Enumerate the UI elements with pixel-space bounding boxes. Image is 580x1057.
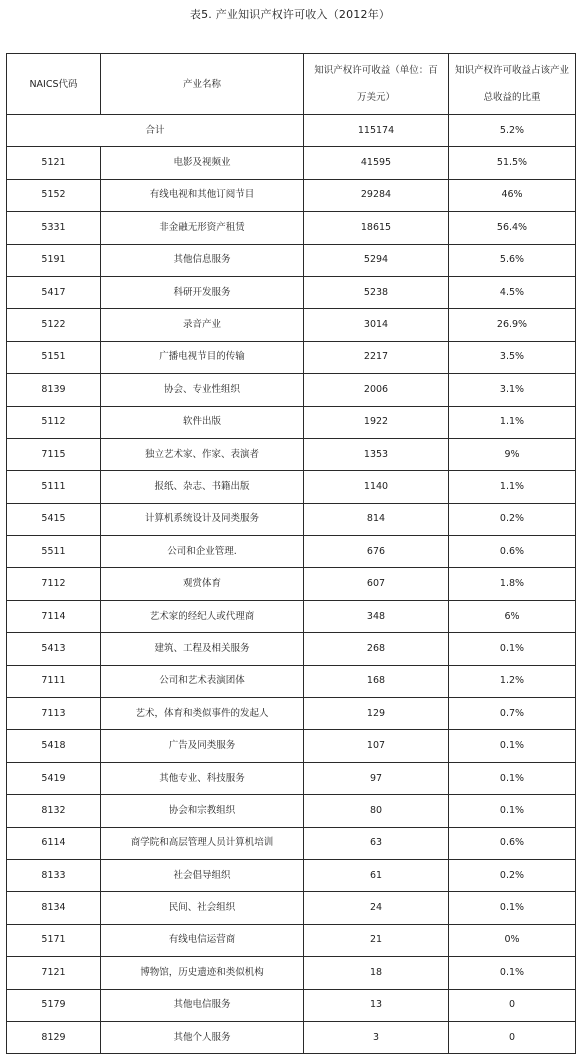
license-income-cell: 348 — [304, 600, 449, 632]
table-row — [7, 762, 576, 794]
industry-name-cell: 广告及同类服务 — [101, 730, 304, 762]
income-share-cell: 5.6% — [449, 244, 576, 276]
license-income-cell: 5294 — [304, 244, 449, 276]
table-row — [7, 1021, 576, 1053]
industry-name-cell: 科研开发服务 — [101, 276, 304, 308]
table-row — [7, 503, 576, 535]
total-share: 5.2% — [449, 115, 576, 147]
income-share-cell: 0.1% — [449, 633, 576, 665]
table-row — [7, 795, 576, 827]
table-row — [7, 665, 576, 697]
industry-name-cell: 公司和企业管理. — [101, 536, 304, 568]
income-share-cell: 56.4% — [449, 212, 576, 244]
income-share-cell: 1.2% — [449, 665, 576, 697]
table-row — [7, 309, 576, 341]
license-income-cell: 18 — [304, 957, 449, 989]
license-income-cell: 129 — [304, 698, 449, 730]
industry-name-cell: 软件出版 — [101, 406, 304, 438]
header-industry-name: 产业名称 — [101, 54, 304, 115]
table-row — [7, 924, 576, 956]
industry-name-cell: 非金融无形资产租赁 — [101, 212, 304, 244]
license-income-cell: 18615 — [304, 212, 449, 244]
income-share-cell: 1.8% — [449, 568, 576, 600]
table-row — [7, 179, 576, 211]
industry-name-cell: 有线电视和其他订阅节目 — [101, 179, 304, 211]
table-row — [7, 989, 576, 1021]
naics-code-cell: 5417 — [7, 276, 101, 308]
income-share-cell: 9% — [449, 438, 576, 470]
naics-code-cell: 5122 — [7, 309, 101, 341]
table-row — [7, 341, 576, 373]
industry-name-cell: 广播电视节目的传输 — [101, 341, 304, 373]
income-share-cell: 0.1% — [449, 730, 576, 762]
license-income-cell: 1353 — [304, 438, 449, 470]
total-row — [7, 115, 576, 147]
license-income-cell: 29284 — [304, 179, 449, 211]
industry-name-cell: 独立艺术家、作家、表演者 — [101, 438, 304, 470]
license-income-cell: 80 — [304, 795, 449, 827]
industry-name-cell: 观赏体育 — [101, 568, 304, 600]
industry-name-cell: 公司和艺术表演团体 — [101, 665, 304, 697]
license-income-cell: 3014 — [304, 309, 449, 341]
industry-name-cell: 录音产业 — [101, 309, 304, 341]
income-share-cell: 0.1% — [449, 795, 576, 827]
license-income-cell: 107 — [304, 730, 449, 762]
naics-code-cell: 7114 — [7, 600, 101, 632]
naics-code-cell: 5152 — [7, 179, 101, 211]
license-income-cell: 41595 — [304, 147, 449, 179]
total-label: 合计 — [7, 115, 304, 147]
industry-name-cell: 计算机系统设计及同类服务 — [101, 503, 304, 535]
naics-code-cell: 5111 — [7, 471, 101, 503]
income-share-cell: 0.1% — [449, 892, 576, 924]
naics-code-cell: 7121 — [7, 957, 101, 989]
table-row — [7, 730, 576, 762]
naics-code-cell: 7115 — [7, 438, 101, 470]
industry-name-cell: 有线电信运营商 — [101, 924, 304, 956]
license-income-cell: 5238 — [304, 276, 449, 308]
table-row — [7, 471, 576, 503]
header-license-income: 知识产权许可收益（单位：百万美元） — [304, 54, 449, 115]
income-share-cell: 0 — [449, 1021, 576, 1053]
income-share-cell: 1.1% — [449, 406, 576, 438]
header-row — [7, 54, 576, 115]
income-share-cell: 0.1% — [449, 957, 576, 989]
license-income-cell: 814 — [304, 503, 449, 535]
table-row — [7, 374, 576, 406]
naics-code-cell: 5331 — [7, 212, 101, 244]
license-income-cell: 61 — [304, 859, 449, 891]
industry-name-cell: 博物馆，历史遗迹和类似机构 — [101, 957, 304, 989]
naics-code-cell: 7112 — [7, 568, 101, 600]
naics-code-cell: 5151 — [7, 341, 101, 373]
header-income-share: 知识产权许可收益占该产业总收益的比重 — [449, 54, 576, 115]
table-title: 表5. 产业知识产权许可收入（2012年） — [189, 8, 391, 21]
industry-name-cell: 报纸、杂志、书籍出版 — [101, 471, 304, 503]
license-income-cell: 676 — [304, 536, 449, 568]
industry-name-cell: 其他专业、科技服务 — [101, 762, 304, 794]
naics-code-cell: 5415 — [7, 503, 101, 535]
industry-name-cell: 建筑、工程及相关服务 — [101, 633, 304, 665]
table-row — [7, 244, 576, 276]
income-share-cell: 0.6% — [449, 536, 576, 568]
industry-name-cell: 协会和宗教组织 — [101, 795, 304, 827]
naics-code-cell: 5171 — [7, 924, 101, 956]
license-income-cell: 3 — [304, 1021, 449, 1053]
table-row — [7, 406, 576, 438]
table-row — [7, 957, 576, 989]
table-row — [7, 827, 576, 859]
license-income-cell: 268 — [304, 633, 449, 665]
industry-name-cell: 艺术，体育和类似事件的发起人 — [101, 698, 304, 730]
table-row — [7, 892, 576, 924]
naics-code-cell: 8129 — [7, 1021, 101, 1053]
naics-code-cell: 7111 — [7, 665, 101, 697]
table-row — [7, 633, 576, 665]
naics-code-cell: 6114 — [7, 827, 101, 859]
income-share-cell: 0.2% — [449, 503, 576, 535]
license-income-cell: 607 — [304, 568, 449, 600]
ip-license-income-table — [6, 53, 576, 1054]
license-income-cell: 21 — [304, 924, 449, 956]
header-naics-code: NAICS代码 — [7, 54, 101, 115]
naics-code-cell: 8132 — [7, 795, 101, 827]
industry-name-cell: 民间、社会组织 — [101, 892, 304, 924]
table-row — [7, 147, 576, 179]
total-income: 115174 — [304, 115, 449, 147]
income-share-cell: 4.5% — [449, 276, 576, 308]
income-share-cell: 0.1% — [449, 762, 576, 794]
income-share-cell: 3.1% — [449, 374, 576, 406]
license-income-cell: 2006 — [304, 374, 449, 406]
table-row — [7, 568, 576, 600]
license-income-cell: 97 — [304, 762, 449, 794]
license-income-cell: 1140 — [304, 471, 449, 503]
industry-name-cell: 其他信息服务 — [101, 244, 304, 276]
naics-code-cell: 8139 — [7, 374, 101, 406]
income-share-cell: 0 — [449, 989, 576, 1021]
license-income-cell: 1922 — [304, 406, 449, 438]
table-row — [7, 276, 576, 308]
table-row — [7, 600, 576, 632]
income-share-cell: 0.7% — [449, 698, 576, 730]
industry-name-cell: 其他电信服务 — [101, 989, 304, 1021]
naics-code-cell: 5191 — [7, 244, 101, 276]
income-share-cell: 3.5% — [449, 341, 576, 373]
table-row — [7, 212, 576, 244]
income-share-cell: 0.6% — [449, 827, 576, 859]
naics-code-cell: 7113 — [7, 698, 101, 730]
license-income-cell: 2217 — [304, 341, 449, 373]
naics-code-cell: 8134 — [7, 892, 101, 924]
naics-code-cell: 5121 — [7, 147, 101, 179]
table-row — [7, 859, 576, 891]
income-share-cell: 0% — [449, 924, 576, 956]
income-share-cell: 26.9% — [449, 309, 576, 341]
income-share-cell: 51.5% — [449, 147, 576, 179]
table-row — [7, 698, 576, 730]
income-share-cell: 46% — [449, 179, 576, 211]
license-income-cell: 168 — [304, 665, 449, 697]
industry-name-cell: 社会倡导组织 — [101, 859, 304, 891]
naics-code-cell: 5179 — [7, 989, 101, 1021]
naics-code-cell: 5413 — [7, 633, 101, 665]
naics-code-cell: 5418 — [7, 730, 101, 762]
industry-name-cell: 商学院和高层管理人员计算机培训 — [101, 827, 304, 859]
naics-code-cell: 5511 — [7, 536, 101, 568]
income-share-cell: 0.2% — [449, 859, 576, 891]
license-income-cell: 13 — [304, 989, 449, 1021]
naics-code-cell: 8133 — [7, 859, 101, 891]
industry-name-cell: 电影及视频业 — [101, 147, 304, 179]
table-body — [7, 54, 576, 1054]
industry-name-cell: 协会、专业性组织 — [101, 374, 304, 406]
income-share-cell: 1.1% — [449, 471, 576, 503]
license-income-cell: 63 — [304, 827, 449, 859]
table-row — [7, 438, 576, 470]
naics-code-cell: 5419 — [7, 762, 101, 794]
license-income-cell: 24 — [304, 892, 449, 924]
table-row — [7, 536, 576, 568]
industry-name-cell: 艺术家的经纪人或代理商 — [101, 600, 304, 632]
industry-name-cell: 其他个人服务 — [101, 1021, 304, 1053]
income-share-cell: 6% — [449, 600, 576, 632]
naics-code-cell: 5112 — [7, 406, 101, 438]
